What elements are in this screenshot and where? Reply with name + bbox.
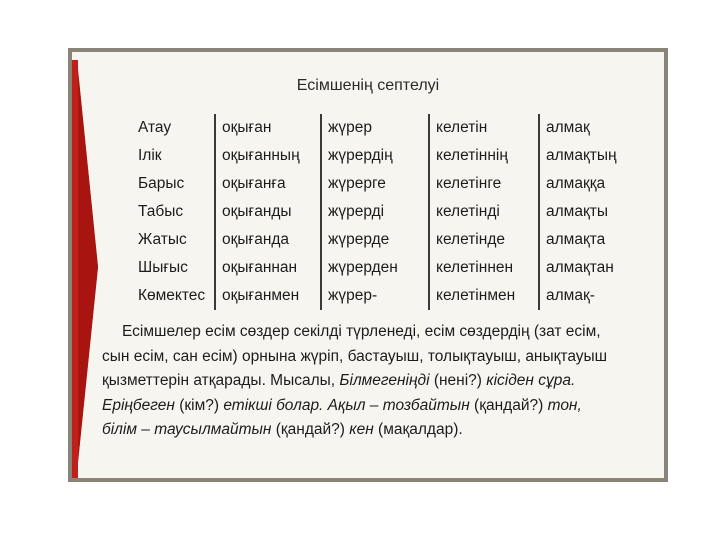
- table-cell: жүрер-: [321, 282, 429, 310]
- table-row: [130, 282, 632, 310]
- table-cell: жүрерден: [321, 254, 429, 282]
- table-cell: жүрердің: [321, 142, 429, 170]
- example-italic: кісіден сұра.: [486, 372, 576, 389]
- table-row: [130, 170, 632, 198]
- table-cell: келетінмен: [429, 282, 539, 310]
- table-cell: алмақтан: [539, 254, 632, 282]
- table-row: [130, 114, 632, 142]
- table-cell: алмақты: [539, 198, 632, 226]
- table-row: [130, 198, 632, 226]
- table-cell: оқығанмен: [215, 282, 321, 310]
- case-name: Шығыс: [138, 259, 188, 276]
- text-run: (қандай?): [271, 421, 350, 438]
- paragraph-line: Есімшелер есім сөздер секілді түрленеді, есім сөздердің (зат есім,: [122, 323, 601, 340]
- example-italic: кен: [349, 421, 374, 438]
- case-name: Барыс: [138, 175, 185, 192]
- paragraph-line: сын есім, сан есім) орнына жүріп, бастауыш, толықтауыш, анықтауыш: [102, 347, 608, 365]
- example-italic: білім – таусылмайтын: [102, 421, 272, 438]
- table-cell: келетіннің: [429, 142, 539, 170]
- text-run: қызметтерін атқарады. Мысалы,: [102, 372, 340, 389]
- case-name: Атау: [138, 119, 172, 136]
- table-cell: келетін: [429, 114, 539, 142]
- paragraph-line: [102, 394, 658, 419]
- table-cell: келетіннен: [429, 254, 539, 282]
- table-cell: оқыған: [215, 114, 321, 142]
- page-title: Есімшенің септелуі: [296, 77, 440, 94]
- table-cell: жүрерге: [321, 170, 429, 198]
- example-italic: тон,: [547, 396, 582, 414]
- case-name: Көмектес: [138, 287, 206, 304]
- table-row: [130, 142, 632, 170]
- table-cell: жүрерді: [321, 198, 429, 226]
- table-cell: келетінде: [429, 226, 539, 254]
- case-name: Табыс: [138, 203, 184, 220]
- explanation-paragraph: [102, 320, 658, 443]
- paragraph-line: [102, 369, 658, 394]
- text-run: (қандай?): [469, 396, 548, 414]
- example-italic: Еріңбеген: [102, 396, 175, 414]
- table-cell: жүрер: [321, 114, 429, 142]
- table-cell: алмақ: [539, 114, 632, 142]
- table-cell: алмаққа: [539, 170, 632, 198]
- table-cell: алмақтың: [539, 142, 632, 170]
- case-name: Жатыс: [138, 231, 187, 248]
- table-cell: оқығанға: [215, 170, 321, 198]
- table-cell: алмақ-: [539, 282, 632, 310]
- table-cell: алмақта: [539, 226, 632, 254]
- text-run: (кім?): [174, 396, 224, 414]
- example-italic: Білмегеніңді: [339, 372, 430, 389]
- red-arrow-marker: [72, 52, 102, 478]
- table-cell: оқығанды: [215, 198, 321, 226]
- table-cell: оқығанда: [215, 226, 321, 254]
- table-cell: оқығанның: [215, 142, 321, 170]
- paragraph-line: [102, 418, 658, 443]
- table-row: [130, 226, 632, 254]
- text-run: (мақалдар).: [373, 421, 463, 438]
- example-italic: етікші болар. Ақыл – тозбайтын: [223, 396, 470, 414]
- table-cell: оқығаннан: [215, 254, 321, 282]
- table-cell: келетінді: [429, 198, 539, 226]
- text-run: (нені?): [429, 372, 487, 389]
- table-cell: келетінге: [429, 170, 539, 198]
- declension-table: [130, 114, 632, 310]
- table-cell: жүрерде: [321, 226, 429, 254]
- slide-frame: [68, 48, 668, 482]
- table-row: [130, 254, 632, 282]
- case-name: Ілік: [138, 147, 162, 164]
